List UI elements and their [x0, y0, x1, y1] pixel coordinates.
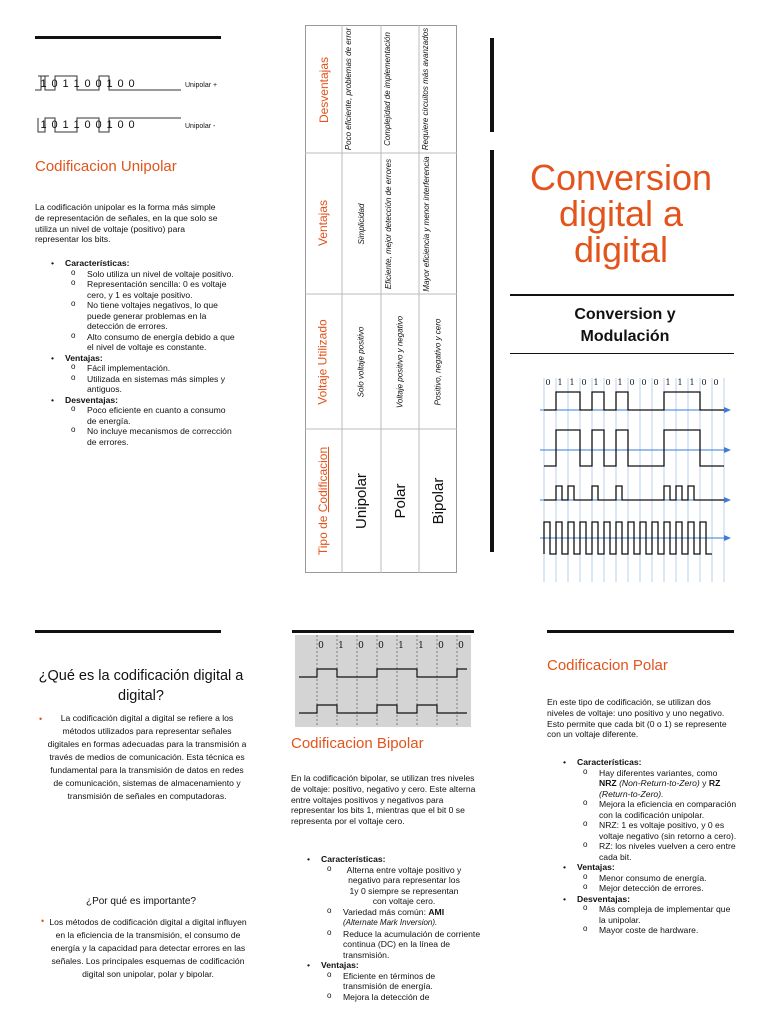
header-tipo — [308, 429, 338, 573]
bit-digit: 0 — [95, 78, 104, 90]
cover-signal-bits — [542, 378, 722, 387]
bipolar-signal-bits — [311, 641, 471, 651]
list-item: o Poco eficiente en cuanto a consumo de energía. — [35, 405, 235, 426]
bit-digit: 1 — [62, 119, 71, 131]
bit-digit: 0 — [641, 378, 647, 387]
list-item: o Mejora la eficiencia en comparación con la codificación unipolar. — [547, 799, 737, 820]
bit-digit: 1 — [665, 378, 671, 387]
cover-title-rule — [510, 294, 734, 296]
polar-desventajas-label: Desventajas: — [577, 893, 631, 904]
list-item: o Más compleja de implementar que la unipolar. — [547, 904, 737, 925]
cell-polar-desventajas: Complejidad de implementación — [383, 32, 392, 146]
bit-digit: 0 — [128, 119, 137, 131]
polar-nrz-full: (Non-Return-to-Zero) — [619, 778, 700, 788]
bit-digit: 0 — [358, 641, 364, 651]
bit-digit: 0 — [438, 641, 444, 651]
unipolar-caracteristicas-label: Características: — [65, 258, 130, 268]
bit-digit: 0 — [84, 78, 93, 90]
polar-desventajas-item — [547, 894, 737, 936]
unipolar-minus-bits — [39, 119, 138, 131]
list-item — [291, 907, 481, 929]
bit-digit: 0 — [117, 119, 126, 131]
bit-digit: 1 — [677, 378, 683, 387]
bit-digit: 0 — [95, 119, 104, 131]
polar-list — [547, 757, 737, 936]
unipolar-plus-signal — [35, 70, 235, 100]
header-tipo-pre: Tipo de — [316, 512, 330, 556]
bipolar-heading: Codificacion Bipolar — [291, 735, 424, 752]
cell-unipolar-tipo: Unipolar — [353, 473, 370, 529]
bit-digit: 0 — [128, 78, 137, 90]
bipolar-c2-italic: (Alternate Mark Inversion). — [343, 918, 438, 927]
list-item: o Utilizada en sistemas más simples y antiguos. — [35, 374, 235, 395]
comparison-table — [305, 25, 457, 573]
bit-digit: 1 — [73, 119, 82, 131]
list-item: o Mayor coste de hardware. — [547, 925, 737, 936]
bit-digit: 1 — [569, 378, 575, 387]
bit-digit: 0 — [605, 378, 611, 387]
bipolar-caracteristicas-label: Características: — [321, 854, 386, 864]
bit-digit: 1 — [338, 641, 344, 651]
panel1-top-rule — [35, 36, 221, 39]
list-item: o Solo utiliza un nivel de voltaje positivo. — [35, 269, 235, 280]
list-item: o Alto consumo de energía debido a que el nivel de voltaje es constante. — [35, 332, 235, 353]
unipolar-ventajas-label: Ventajas: — [65, 352, 103, 363]
bit-digit: 1 — [418, 641, 424, 651]
polar-intro: En este tipo de codificación, se utilizan dos niveles de voltaje: uno positivo y uno negativo. Esto permite que cada bit (0 o 1) se represente con un voltaje diferente. — [547, 697, 727, 740]
panel4-text: La codificación digital a digital se refiere a los métodos utilizados para representar señales digitales en formas adecuadas para la transmisión a través de medios de comunicación. Esta técnica es fundamental para la transmisión de datos en redes de comunicación, sistemas de almacenamiento y transmisión de señales en computadoras. — [47, 713, 247, 801]
cover-left-bar-top — [490, 38, 494, 132]
bit-digit: 0 — [701, 378, 707, 387]
bit-digit: 0 — [545, 378, 551, 387]
cover-signal-waveforms — [538, 368, 734, 582]
bipolar-caracteristicas-item — [291, 854, 481, 960]
unipolar-minus-label: Unipolar - — [185, 123, 216, 130]
bit-digit: 1 — [689, 378, 695, 387]
polar-nrz: NRZ — [599, 778, 617, 788]
bit-digit: 0 — [318, 641, 324, 651]
polar-ventajas-label: Ventajas: — [577, 862, 615, 872]
bit-digit: 1 — [557, 378, 563, 387]
cell-bipolar-voltaje: Positivo, negativo y cero — [433, 318, 443, 406]
polar-ventajas-item — [547, 862, 737, 894]
bipolar-signal-diagram — [295, 635, 471, 727]
panel4-text2: Los métodos de codificación digital a digital influyen en la eficiencia de la transmisión, el consumo de energía y la capacidad para detectar errores en las señales. Los principales esquemas de codificación digital son unipolar, polar y bipolar. — [49, 917, 247, 979]
list-item: o Mejor detección de errores. — [547, 883, 737, 894]
cover-subtitle-rule — [510, 353, 734, 354]
polar-rz-full: (Return-to-Zero). — [599, 788, 664, 799]
bit-digit: 0 — [653, 378, 659, 387]
cell-unipolar-ventajas: Simplicidad — [357, 203, 366, 245]
unipolar-list — [35, 258, 235, 447]
cell-polar-ventajas: Eficiente, mejor detección de errores — [384, 158, 393, 290]
unipolar-intro: La codificación unipolar es la forma más simple de representación de señales, en la que solo se utiliza un nivel de voltaje (positivo) para representar los bits. — [35, 202, 218, 245]
bit-digit: 0 — [84, 119, 93, 131]
polar-c1-pre: Hay diferentes variantes, como — [599, 767, 718, 778]
bit-digit: 1 — [40, 78, 49, 90]
unipolar-caracteristicas-item — [35, 258, 235, 353]
bit-digit: 1 — [617, 378, 623, 387]
bullet-square-icon: • — [41, 916, 45, 926]
bipolar-c2-pre: Variedad más común: — [343, 906, 429, 917]
bit-digit: 1 — [398, 641, 404, 651]
cell-polar-voltaje: Voltaje positivo y negativo — [395, 315, 405, 409]
unipolar-heading: Codificacion Unipolar — [35, 158, 177, 175]
bit-digit: 0 — [458, 641, 464, 651]
bit-digit: 1 — [593, 378, 599, 387]
cover-signal-diagram — [538, 368, 734, 582]
cell-unipolar-desventajas: Poco eficiente, problemas de error — [344, 27, 353, 151]
header-ventajas: Ventajas — [316, 199, 330, 247]
bit-digit: 1 — [62, 78, 71, 90]
list-item: o Menor consumo de energía. — [547, 873, 737, 884]
list-item: o Representación sencilla: 0 es voltaje cero, y 1 es voltaje positivo. — [35, 279, 235, 300]
cell-bipolar-ventajas: Mayor eficiencia y menor interferencia — [422, 156, 431, 292]
polar-caracteristicas-label: Características: — [577, 757, 642, 767]
cover-subtitle: Conversion y Modulación — [574, 306, 676, 345]
bit-digit: 1 — [40, 119, 49, 131]
polar-caracteristicas-item — [547, 757, 737, 862]
bit-digit: 0 — [581, 378, 587, 387]
bit-digit: 0 — [51, 119, 60, 131]
cell-bipolar-tipo: Bipolar — [430, 477, 447, 525]
polar-rz: RZ — [708, 778, 721, 788]
panel4-heading: ¿Qué es la codificación digital a digital? — [38, 668, 244, 704]
cover-left-bar-bottom — [490, 150, 494, 552]
list-item: o Reduce la acumulación de corriente continua (DC) en la línea de transmisión. — [291, 929, 481, 961]
list-item: o No tiene voltajes negativos, lo que puede generar problemas en la detección de errores. — [35, 300, 235, 332]
list-item: o Alterna entre voltaje positivo y negativo para representar los 1y 0 siempre se representan con voltaje cero. — [291, 865, 481, 907]
polar-c1-and: y — [699, 778, 709, 788]
cell-bipolar-desventajas: Requiere circuitos más avanzados — [421, 27, 430, 151]
cell-polar-tipo: Polar — [392, 483, 409, 519]
cell-unipolar-voltaje: Solo voltaje positivo — [356, 326, 366, 398]
panel4-body2 — [35, 916, 247, 981]
bipolar-c2-bold: AMI — [428, 906, 445, 917]
cover-title: Conversion digital a digital — [529, 157, 713, 270]
bit-digit: 1 — [73, 78, 82, 90]
list-item: o No incluye mecanismos de corrección de errores. — [35, 426, 235, 447]
unipolar-plus-label: Unipolar + — [185, 82, 218, 89]
panel4-body — [35, 712, 247, 803]
panel4-subheading: ¿Por qué es importante? — [85, 896, 197, 907]
bit-digit: 1 — [106, 119, 115, 131]
panel6-top-rule — [547, 630, 734, 633]
header-voltaje: Voltaje Utilizado — [315, 319, 330, 405]
header-desventajas: Desventajas — [317, 56, 331, 124]
panel4-top-rule — [35, 630, 221, 633]
bit-digit: 0 — [117, 78, 126, 90]
header-tipo-u: Codificacion — [316, 446, 330, 513]
list-item: o Eficiente en términos de transmisión de energía. — [291, 971, 481, 992]
list-item — [547, 768, 737, 800]
bipolar-ventajas-label: Ventajas: — [321, 960, 359, 970]
bit-digit: 0 — [629, 378, 635, 387]
unipolar-ventajas-item — [35, 353, 235, 395]
list-item: o Mejora la detección de — [291, 992, 481, 1003]
bipolar-intro: En la codificación bipolar, se utilizan tres niveles de voltaje: positivo, negativo y cero. Este alterna entre voltajes positivos y negativos para representar los bits 1, mientras que el bit 0 se representa por el voltaje cero. — [291, 773, 476, 827]
list-item: o RZ: los niveles vuelven a cero entre cada bit. — [547, 841, 737, 862]
list-item: o NRZ: 1 es voltaje positivo, y 0 es voltaje negativo (sin retorno a cero). — [547, 820, 737, 841]
bit-digit: 0 — [713, 378, 719, 387]
bit-digit: 1 — [106, 78, 115, 90]
list-item: o Fácil implementación. — [35, 363, 235, 374]
polar-heading: Codificacion Polar — [547, 657, 668, 674]
bipolar-list — [291, 854, 481, 1002]
unipolar-plus-bits — [39, 78, 138, 90]
bit-digit: 0 — [378, 641, 384, 651]
bit-digit: 0 — [51, 78, 60, 90]
bullet-square-icon: • — [39, 714, 43, 724]
panel5-top-rule — [292, 630, 474, 633]
bipolar-ventajas-item — [291, 960, 481, 1002]
unipolar-desventajas-item — [35, 395, 235, 448]
unipolar-desventajas-label: Desventajas: — [65, 394, 119, 405]
unipolar-minus-signal — [35, 114, 235, 144]
